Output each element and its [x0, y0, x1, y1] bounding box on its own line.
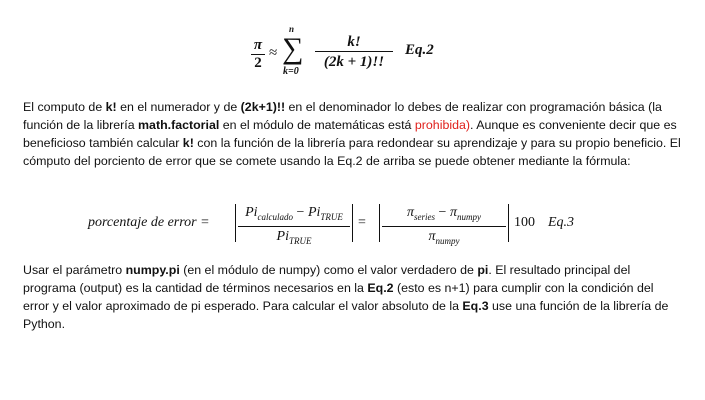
error-fraction-pi	[238, 204, 350, 250]
var: Pi	[276, 228, 289, 244]
p1-kfact: k!	[105, 100, 117, 114]
equation-3-label: Eq.3	[548, 215, 575, 230]
var: Pi	[245, 205, 258, 220]
minus-sign: −	[293, 205, 308, 220]
p1-math-factorial: math.factorial	[138, 118, 220, 132]
subscript: numpy	[435, 235, 460, 246]
abs-bar	[379, 204, 380, 242]
p1-double-factorial: (2k+1)!!	[240, 100, 286, 114]
equation-3	[88, 204, 628, 254]
p2-pi: pi	[477, 263, 489, 277]
two-denominator: 2	[254, 55, 262, 71]
abs-bar	[508, 204, 509, 242]
p1-text: en el módulo de matemáticas está	[219, 118, 415, 132]
fraction-numerator	[382, 204, 506, 227]
percent-error-label: porcentaje de error =	[88, 215, 210, 230]
sum-lower-limit: k=0	[283, 66, 299, 77]
p1-kfact: k!	[182, 136, 194, 150]
subscript: series	[414, 211, 436, 222]
p2-eq2-ref: Eq.2	[367, 281, 394, 295]
p2-text: Usar el parámetro	[23, 263, 126, 277]
pi-symbol: π	[251, 38, 265, 55]
var: π	[449, 205, 457, 220]
p1-text: El computo de	[23, 100, 106, 114]
subscript: TRUE	[288, 235, 312, 246]
p2-eq3-ref: Eq.3	[462, 299, 489, 313]
p2-text: (esto es n+1) para cumplir con la condición del error y el valor aproximado de pi esperado. Para calcular el valor absoluto de la	[23, 281, 654, 313]
sum-upper-limit: n	[289, 24, 295, 34]
p2-text: . El resultado principal del programa (output) es la cantidad de términos necesarios en la	[23, 263, 631, 295]
subscript: numpy	[456, 211, 481, 222]
approx-sign: ≈	[269, 45, 278, 61]
p1-text: en el denominador lo debes de realizar con programación básica (la función de la librería	[23, 100, 662, 132]
pi-over-two	[251, 38, 265, 71]
equation-2	[251, 26, 451, 86]
sigma-icon: ∑	[282, 32, 304, 65]
var: π	[428, 228, 436, 244]
term-denominator: (2k + 1)!!	[323, 54, 385, 70]
hundred-factor: 100	[514, 215, 535, 230]
abs-bar	[352, 204, 353, 242]
var: Pi	[307, 205, 321, 220]
term-numerator: k!	[315, 34, 393, 52]
p1-text: con la función de la librería para redondear su aprendizaje y para su propio beneficio. El cómputo del porciento de error que se comete usando la Eq.2 de arriba se puede obtener mediante la fórmula:	[23, 136, 681, 168]
var: π	[407, 205, 415, 220]
series-term-fraction	[315, 34, 393, 70]
equals-sign: =	[358, 215, 366, 230]
abs-bar	[235, 204, 236, 242]
p2-text: use una función de la librería de Python.	[23, 299, 669, 331]
fraction-numerator	[238, 204, 350, 227]
p2-numpy-pi: numpy.pi	[125, 263, 180, 277]
subscript: TRUE	[320, 211, 343, 222]
p1-text: . Aunque es conveniente decir que es beneficioso también calcular	[23, 118, 677, 150]
subscript: calculado	[257, 211, 294, 222]
fraction-denominator	[238, 227, 350, 250]
p1-text: en el numerador y de	[116, 100, 241, 114]
paragraph-2	[23, 261, 683, 333]
error-fraction-series	[382, 204, 506, 250]
minus-sign: −	[435, 205, 450, 220]
p2-text: (en el módulo de numpy) como el valor verdadero de	[179, 263, 478, 277]
fraction-denominator	[382, 227, 506, 250]
paragraph-1	[23, 98, 683, 170]
p1-prohibited: prohibida)	[414, 118, 470, 132]
equation-2-label: Eq.2	[405, 42, 434, 58]
